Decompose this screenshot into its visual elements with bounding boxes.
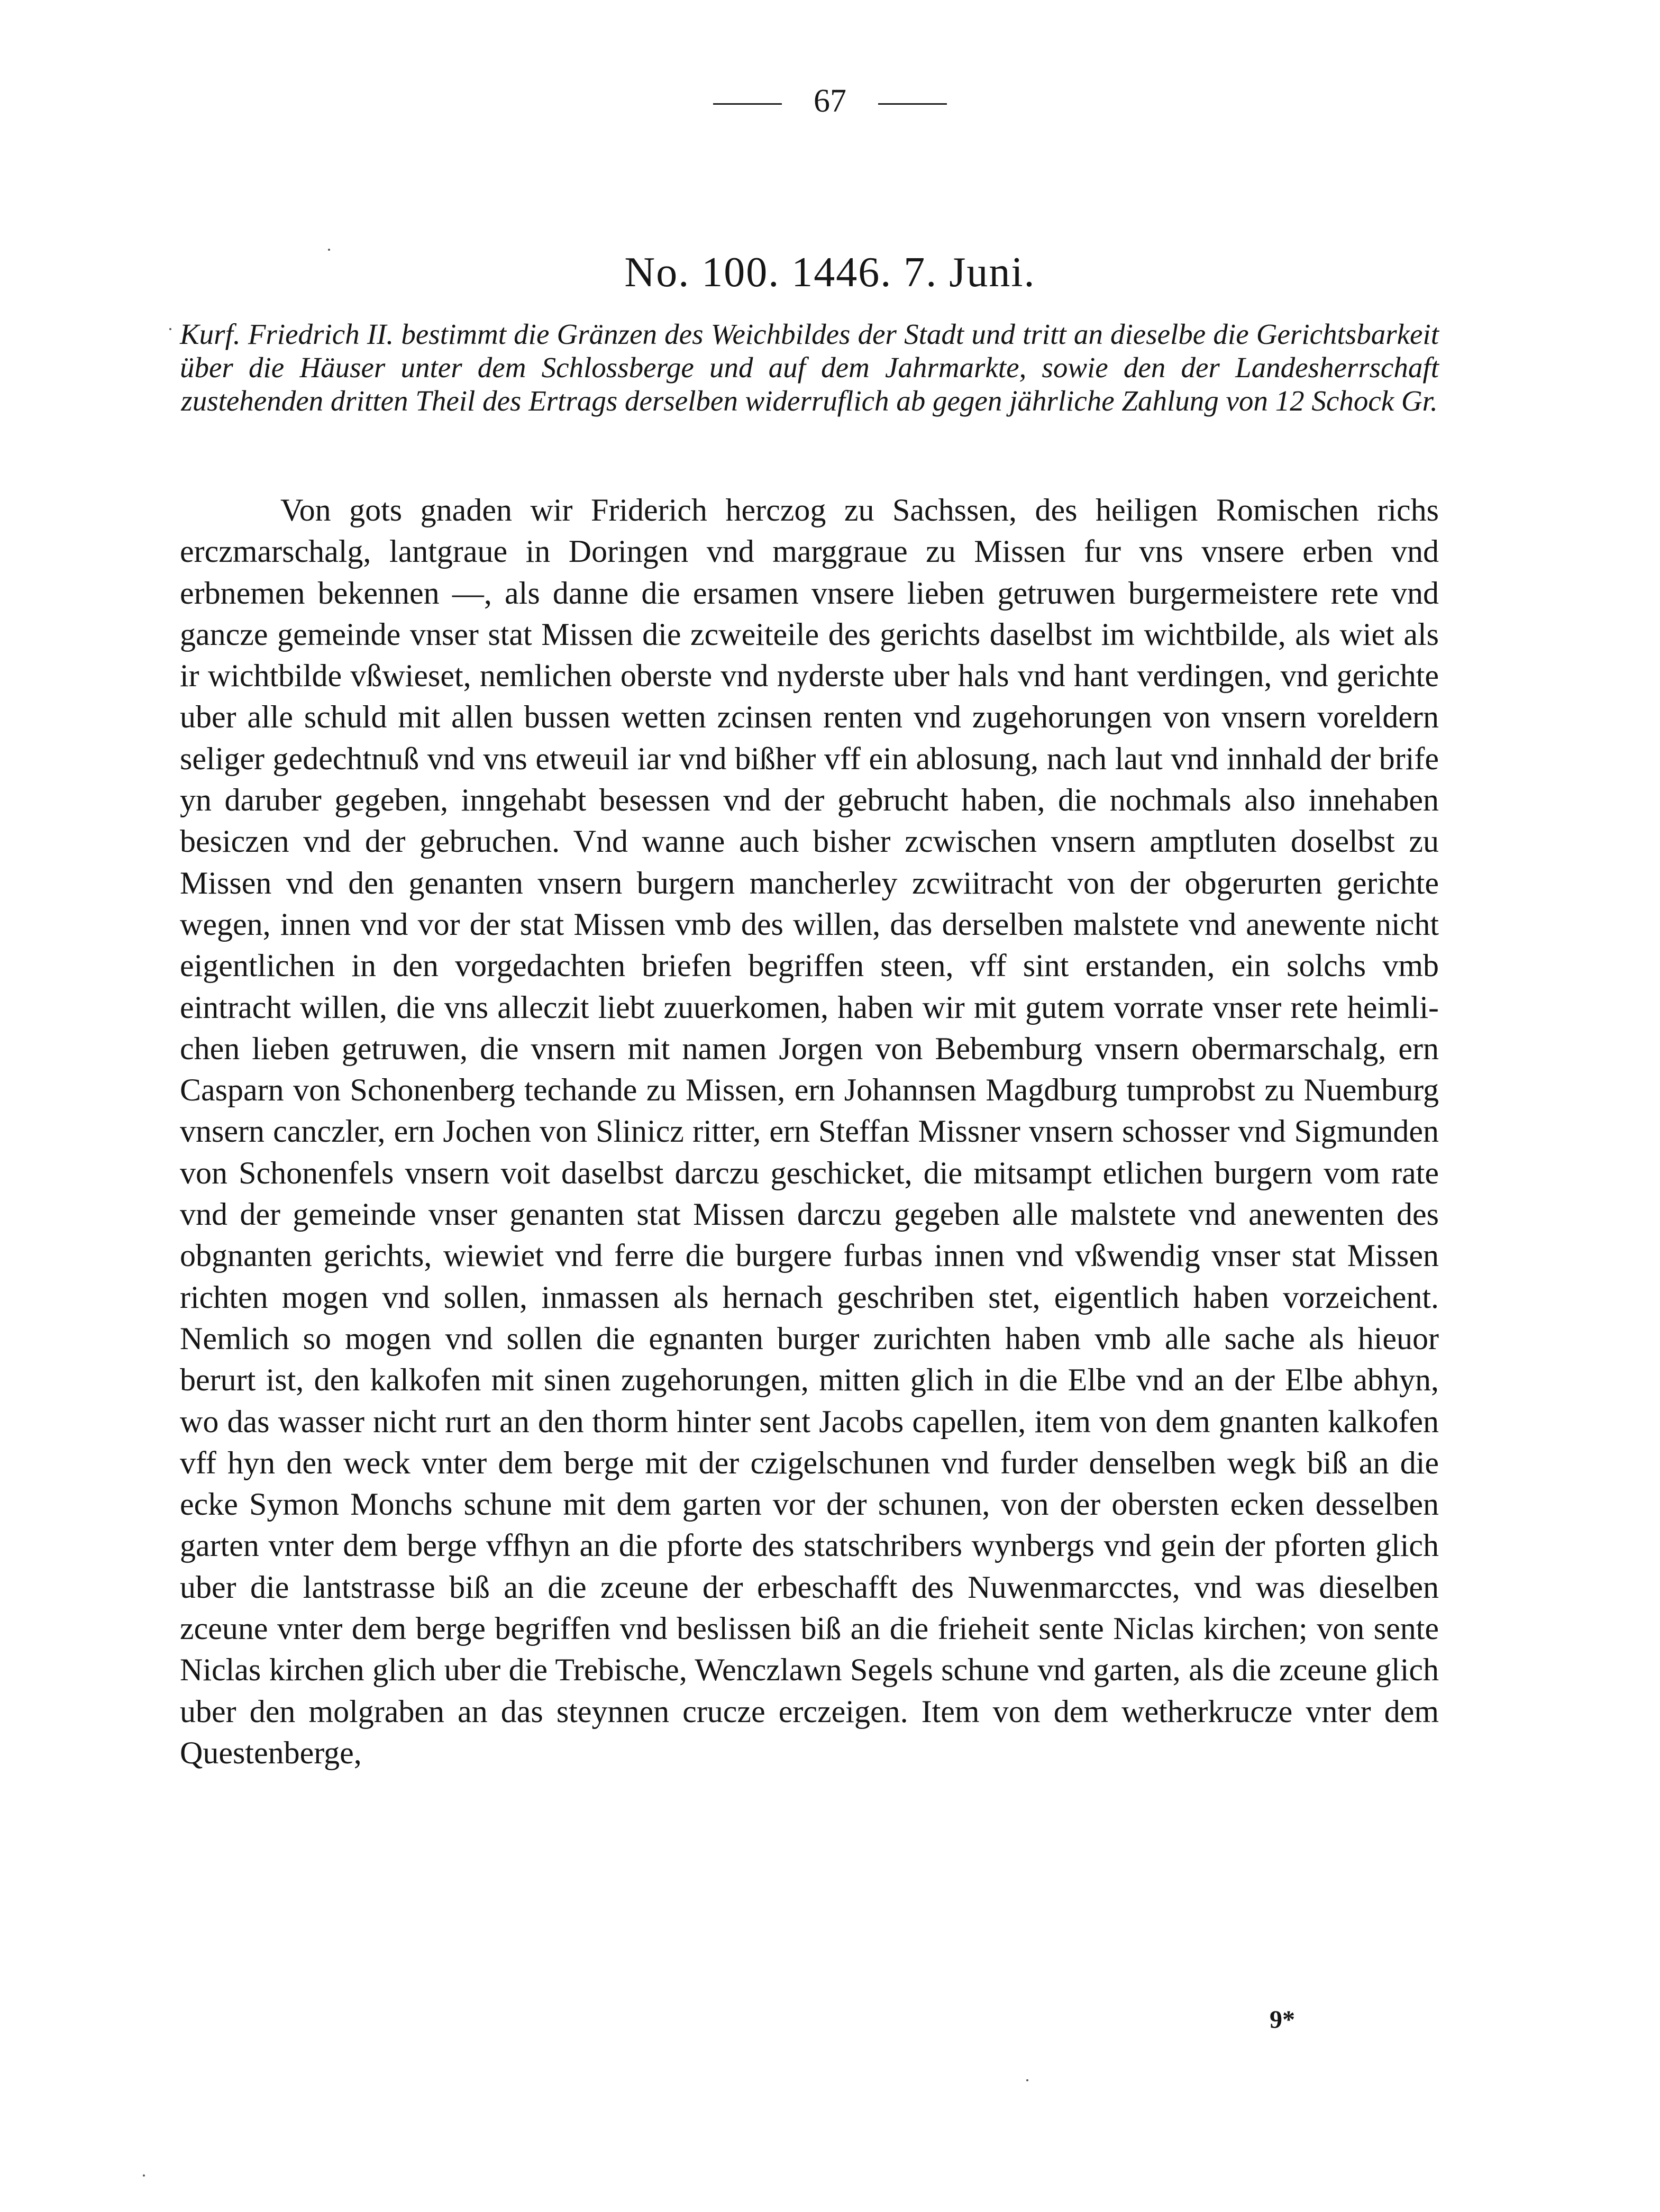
regest-summary: Kurf. Friedrich II. bestimmt die Gränzen des Weichbildes der Stadt und tritt an dieselbe die Gerichtsbarkeit über die Häuser unter dem Schlossberge und auf dem Jahrmarkte, sowie den der Landesherrschaft zustehenden dritten Theil des Ertrags derselben widerruflich ab gegen jährliche Zahlung von 12 Schock Gr. <box>180 318 1439 417</box>
document-title: No. 100. 1446. 7. Juni. <box>624 249 1036 296</box>
running-header <box>0 85 1660 117</box>
header-rule-left <box>713 103 782 105</box>
header-rule-right <box>878 103 947 105</box>
page-number: 67 <box>814 83 846 119</box>
scan-speck <box>143 2174 145 2177</box>
scan-speck <box>169 328 171 330</box>
scan-speck <box>328 249 330 251</box>
charter-text: Von gots gnaden wir Friderich herczog zu Sachssen, des heiligen Romischen richs erczmarschalg, lantgraue in Doringen vnd marggraue zu Missen fur vns vnsere erben vnd erbnemen bekennen —, als danne die ersamen vnsere lieben getruwen burgermeistere rete vnd gancze gemeinde vnser stat Missen die zcweiteile des gerichts daselbst im wichtbilde, als wiet als ir wichtbilde vßwieset, nemlichen oberste vnd nyderste uber hals vnd hant verdingen, vnd gerichte uber alle schuld mit allen bussen wetten zcinsen renten vnd zugehorungen von vnsern voreldern seliger gedechtnuß vnd vns etweuil iar vnd bißher vff ein ablosung, nach laut vnd innhald der brife yn daruber gegeben, inngehabt besessen vnd der gebrucht haben, die nochmals also innehaben besiczen vnd der gebruchen. Vnd wanne auch bisher zcwischen vnsern amptluten doselbst zu Missen vnd den genanten vnsern burgern mancherley zcwiitracht von der obgerurten gerichte wegen, innen vnd vor der stat Missen vmb des willen, das derselben malstete vnd anewente nicht eigentlichen in den vorgedachten briefen begriffen steen, vff sint erstanden, ein solchs vmb eintracht willen, die vns alleczit liebt zuuerkomen, haben wir mit gutem vorrate vnser rete heimlichen lieben getruwen, die vnsern mit namen Jorgen von Bebemburg vnsern obermarschalg, ern Casparn von Schonenberg techande zu Missen, ern Johannsen Magdburg tumprobst zu Nuemburg vnsern canczler, ern Jochen von Slinicz ritter, ern Steffan Missner vnsern schosser vnd Sigmunden von Schonenfels vnsern voit daselbst darczu geschicket, die mitsampt etlichen burgern vom rate vnd der gemeinde vnser genanten stat Missen darczu gegeben alle malstete vnd anewenten des obgnanten gerichts, wiewiet vnd ferre die burgere furbas innen vnd vßwendig vnser stat Missen richten mogen vnd sollen, inmassen als hernach geschriben stet, eigentlich haben vorzeichent. Nemlich so mogen vnd sollen die egnanten burger zurichten haben vmb alle sache als hieuor berurt ist, den kalkofen mit sinen zugehorungen, mitten glich in die Elbe vnd an der Elbe abhyn, wo das wasser nicht rurt an den thorm hinter sent Jacobs capellen, item von dem gnanten kalkofen vff hyn den weck vnter dem berge mit der czigelschunen vnd furder denselben wegk biß an die ecke Symon Monchs schune mit dem garten vor der schunen, von der obersten ecken desselben garten vnter dem berge vffhyn an die pforte des statschribers wynbergs vnd gein der pforten glich uber die lantstrasse biß an die zceune der erbeschafft des Nuwenmarcctes, vnd was dieselben zceune vnter dem berge begriffen vnd beslissen biß an die frieheit sente Niclas kirchen; von sente Niclas kirchen glich uber die Trebische, Wenczlawn Segels schune vnd garten, als die zceune glich uber den molgraben an das steynnen crucze erczeigen. Item von dem wetherkrucze vnter dem Questenberge, <box>180 493 1439 1770</box>
signature-mark: 9* <box>1270 2006 1295 2034</box>
scan-speck <box>1026 2079 1028 2081</box>
